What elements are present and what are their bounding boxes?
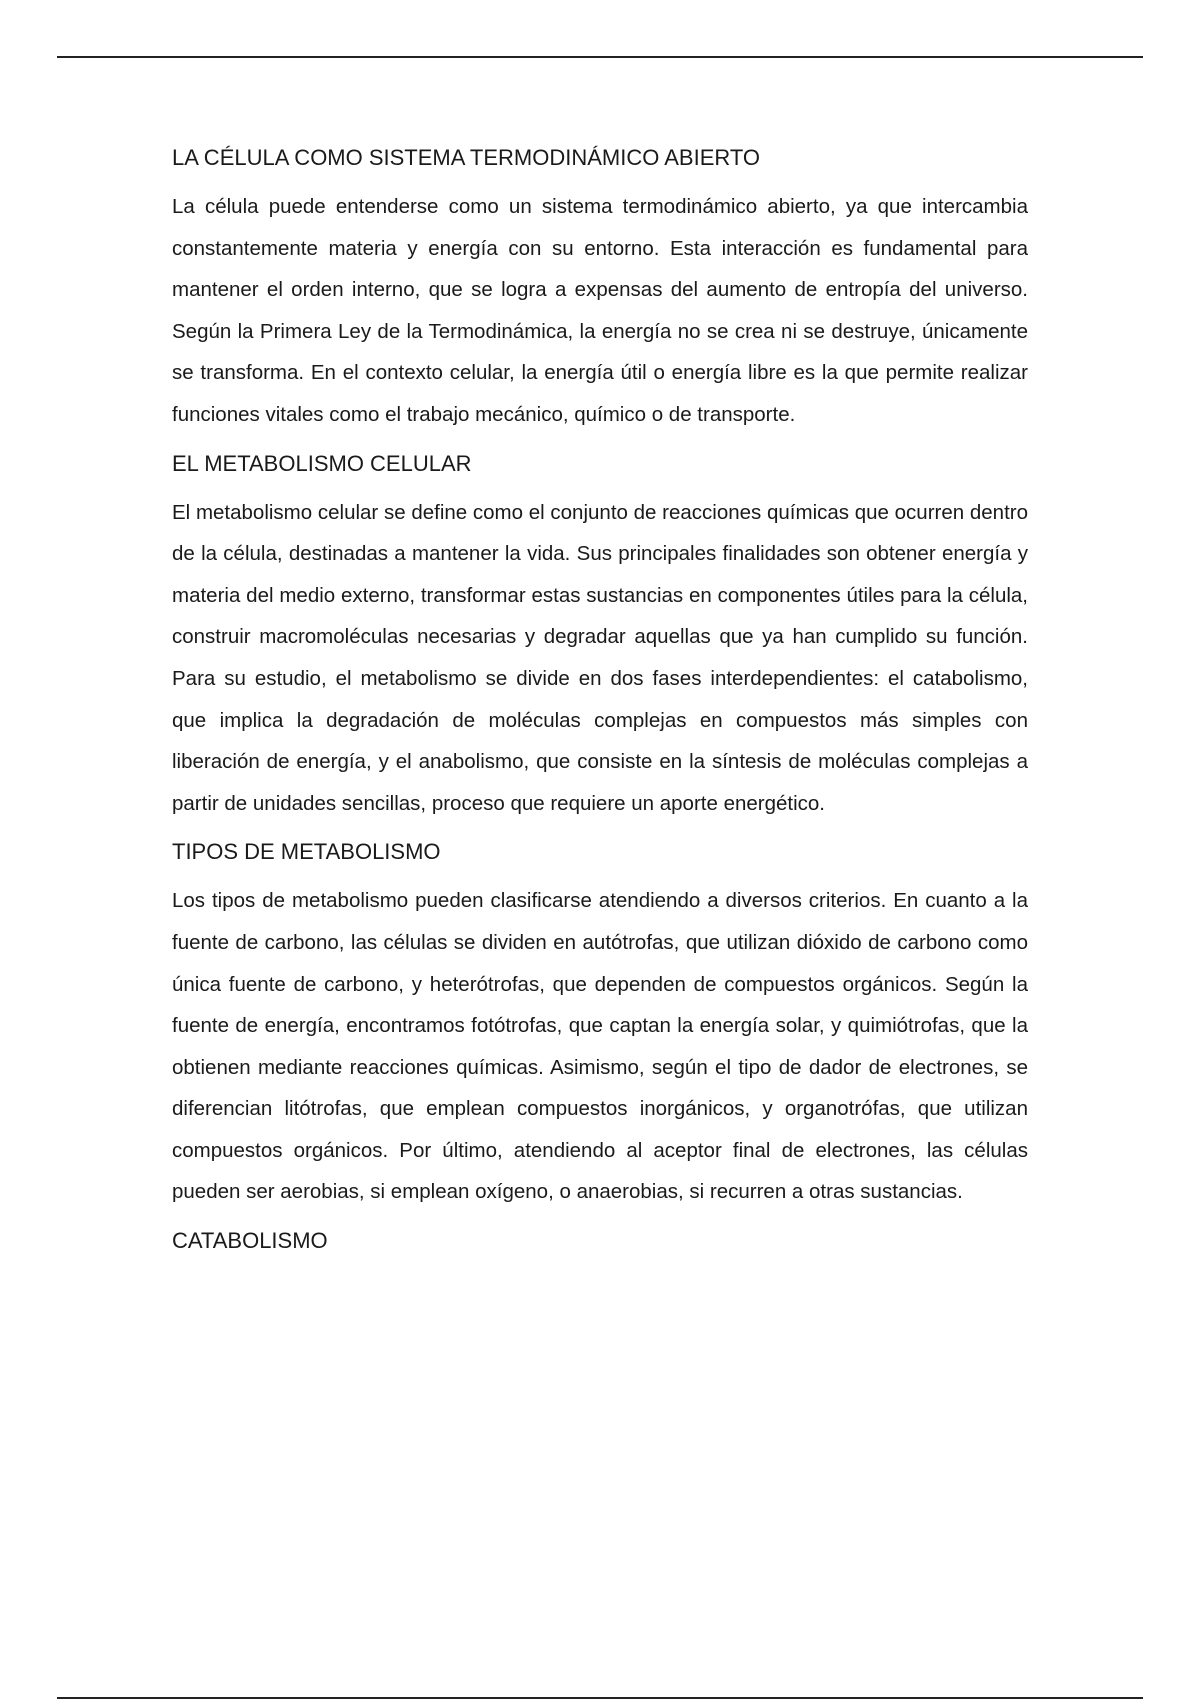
section-heading-tipos-metabolismo: TIPOS DE METABOLISMO	[172, 839, 441, 865]
section-paragraph-tipos-metabolismo: Los tipos de metabolismo pueden clasificarse atendiendo a diversos criterios. En cuanto a la fuente de carbono, las células se dividen en autótrofas, que utilizan dióxido de carbono como única fuente de carbono, y heterótrofas, que dependen de compuestos orgánicos. Según la fuente de energía, encontramos fotótrofas, que captan la energía solar, y quimiótrofas, que la obtienen mediante reacciones químicas. Asimismo, según el tipo de dador de electrones, se diferencian litótrofas, que emplean compuestos inorgánicos, y organotrófas, que utilizan compuestos orgánicos. Por último, atendiendo al aceptor final de electrones, las células pueden ser aerobias, si emplean oxígeno, o anaerobias, si recurren a otras sustancias.	[172, 889, 1028, 1204]
top-page-rule	[57, 56, 1143, 58]
section-heading-catabolismo: CATABOLISMO	[172, 1228, 328, 1254]
section-paragraph-celula-sistema: La célula puede entenderse como un sistema termodinámico abierto, ya que intercambia constantemente materia y energía con su entorno. Esta interacción es fundamental para mantener el orden interno, que se logra a expensas del aumento de entropía del universo. Según la Primera Ley de la Termodinámica, la energía no se crea ni se destruye, únicamente se transforma. En el contexto celular, la energía útil o energía libre es la que permite realizar funciones vitales como el trabajo mecánico, químico o de transporte.	[172, 195, 1028, 426]
section-heading-metabolismo-celular: EL METABOLISMO CELULAR	[172, 450, 472, 476]
section-paragraph-metabolismo-celular: El metabolismo celular se define como el conjunto de reacciones químicas que ocurren dentro de la célula, destinadas a mantener la vida. Sus principales finalidades son obtener energía y materia del medio externo, transformar estas sustancias en componentes útiles para la célula, construir macromoléculas necesarias y degradar aquellas que ya han cumplido su función. Para su estudio, el metabolismo se divide en dos fases interdependientes: el catabolismo, que implica la degradación de moléculas complejas en compuestos más simples con liberación de energía, y el anabolismo, que consiste en la síntesis de moléculas complejas a partir de unidades sencillas, proceso que requiere un aporte energético.	[172, 500, 1028, 815]
document-body	[172, 140, 1028, 1269]
bottom-page-rule	[57, 1697, 1143, 1699]
section-heading-celula-sistema: LA CÉLULA COMO SISTEMA TERMODINÁMICO ABIERTO	[172, 145, 761, 170]
